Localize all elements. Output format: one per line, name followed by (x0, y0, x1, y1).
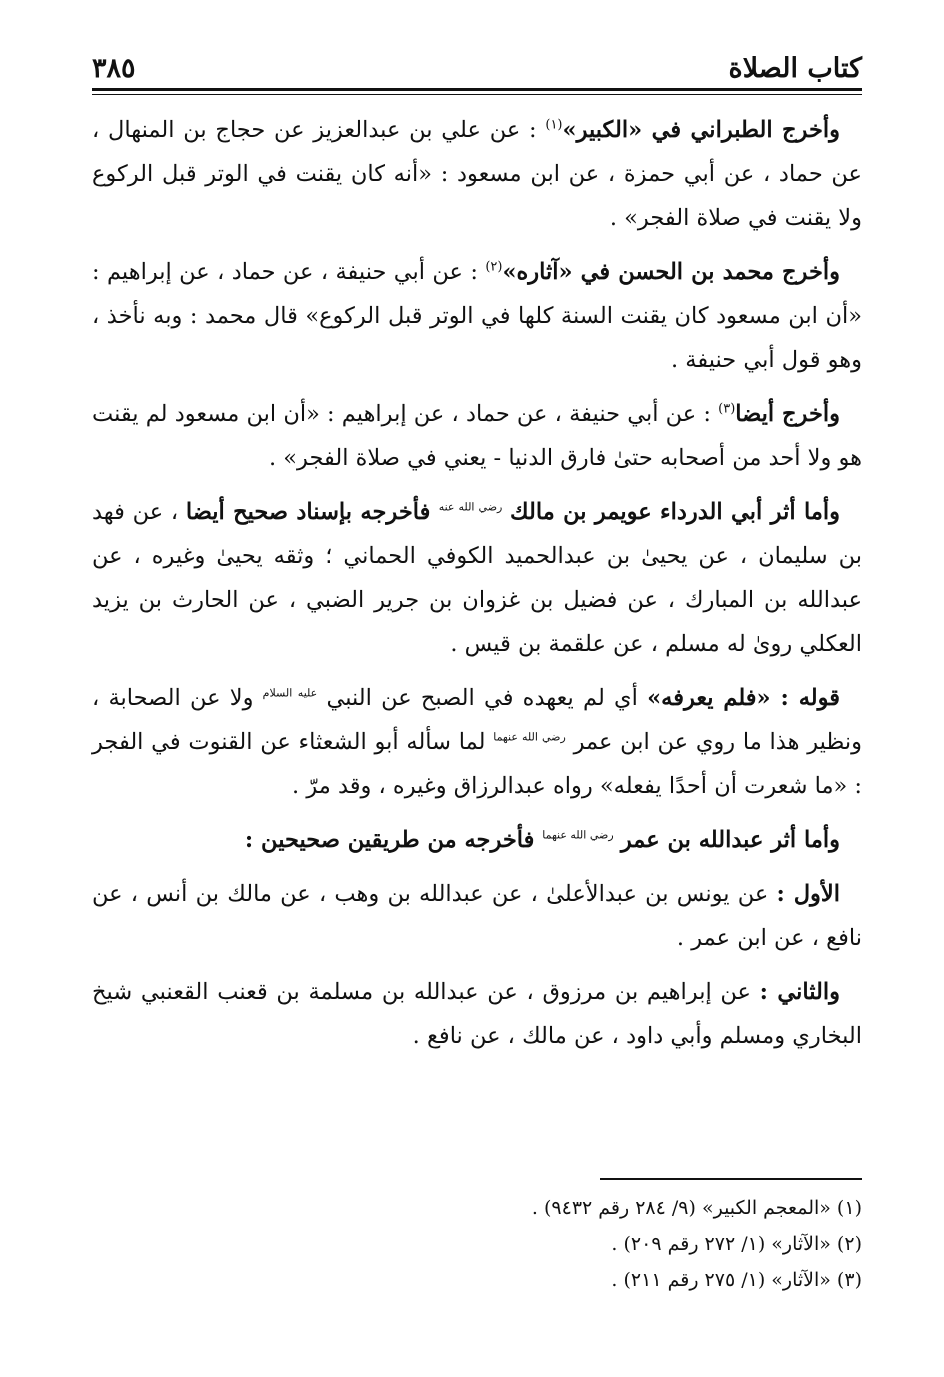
paragraph-second (92, 970, 862, 1058)
paragraph-lead: قوله : «فلم يعرفه» (647, 685, 840, 711)
paragraph-text: عن إبراهيم بن مرزوق ، عن عبدالله بن مسلمة بن قعنب القعنبي شيخ البخاري ومسلم وأبي داود ، عن مالك ، عن نافع . (92, 979, 862, 1049)
footnote-2: (٢) «الآثار» (١/ ٢٧٢ رقم ٢٠٩) . (611, 1233, 862, 1255)
paragraph-lead: وأخرج أيضا (735, 401, 840, 427)
paragraph-lead: والثاني : (759, 979, 840, 1005)
paragraph-abu-darda (92, 490, 862, 666)
honorific-glyph: عليه السلام (262, 686, 318, 700)
paragraph-text: : عن أبي حنيفة ، عن حماد ، عن إبراهيم : «أن ابن مسعود لم يقنت هو ولا أحد من أصحابه حتىٰ فارق الدنيا - يعني في صلاة الفجر» . (92, 401, 862, 471)
paragraph-lead-2: فأخرجه من طريقين صحيحين : (244, 827, 543, 853)
main-text (92, 108, 862, 1068)
paragraph-first (92, 872, 862, 960)
paragraph-text: : عن أبي حنيفة ، عن حماد ، عن إبراهيم : «أن ابن مسعود كان يقنت السنة كلها في الوتر قبل الركوع» قال محمد : وبه نأخذ ، وهو قول أبي حنيفة . (92, 259, 862, 373)
paragraph-text-c: لما سأله أبو الشعثاء عن القنوت في الفجر : «ما شعرت أن أحدًا يفعله» رواه عبدالرزاق وغيره ، وقد مرّ . (92, 729, 862, 799)
footnote-ref[interactable]: (٣) (718, 401, 736, 417)
paragraph-qawluhu (92, 676, 862, 808)
paragraph-tabarani (92, 108, 862, 240)
paragraph-ibn-umar (92, 818, 862, 862)
paragraph-lead: وأخرج محمد بن الحسن في «آثاره» (502, 259, 840, 285)
paragraph-muhammad (92, 250, 862, 382)
page-header (92, 38, 862, 84)
paragraph-text-a: أي لم يعهده في الصبح عن النبي (317, 685, 648, 711)
footnote-1: (١) «المعجم الكبير» (٩/ ٢٨٤ رقم ٩٤٣٢) . (531, 1197, 862, 1219)
footnote-3: (٣) «الآثار» (١/ ٢٧٥ رقم ٢١١) . (611, 1269, 862, 1291)
paragraph-also (92, 392, 862, 480)
header-rule-thin (92, 94, 862, 95)
paragraph-lead: وأما أثر عبدالله بن عمر (620, 827, 840, 853)
chapter-title: كتاب الصلاة (728, 53, 862, 84)
paragraph-text: ، عن فهد بن سليمان ، عن يحيىٰ بن عبدالحميد الكوفي الحماني ؛ وثقه يحيىٰ وغيره ، عن عبدالله بن المبارك ، عن فضيل بن غزوان بن جرير الضبي ، عن الحارث بن يزيد العكلي روىٰ له مسلم ، عن علقمة بن قيس . (92, 499, 862, 657)
honorific-glyph-2: رضي الله عنهما (493, 730, 566, 744)
honorific-glyph: رضي الله عنه (438, 500, 503, 514)
paragraph-text: عن يونس بن عبدالأعلىٰ ، عن عبدالله بن وهب ، عن مالك بن أنس ، عن نافع ، عن ابن عمر . (92, 881, 862, 951)
paragraph-lead: الأول : (776, 881, 841, 907)
paragraph-lead: وأخرج الطبراني في «الكبير» (562, 117, 840, 143)
paragraph-lead-2: فأخرجه بإسناد صحيح أيضا (185, 499, 439, 525)
paragraph-lead: وأما أثر أبي الدرداء عويمر بن مالك (510, 499, 840, 525)
page-number: ٣٨٥ (92, 53, 136, 84)
paragraph-text: : عن علي بن عبدالعزيز عن حجاج بن المنهال ، عن حماد ، عن أبي حمزة ، عن ابن مسعود : «أنه كان يقنت في الوتر قبل الركوع ولا يقنت في صلاة الفجر» . (92, 117, 862, 231)
footnote-ref[interactable]: (٢) (485, 259, 503, 275)
footnote-separator (600, 1178, 862, 1180)
footnote-ref[interactable]: (١) (545, 117, 563, 133)
paragraph-text-b: ولا عن الصحابة ، ونظير هذا ما روي عن ابن عمر (92, 685, 862, 755)
footnotes (92, 1190, 862, 1298)
header-rule-thick (92, 88, 862, 91)
honorific-glyph: رضي الله عنهما (542, 828, 614, 842)
